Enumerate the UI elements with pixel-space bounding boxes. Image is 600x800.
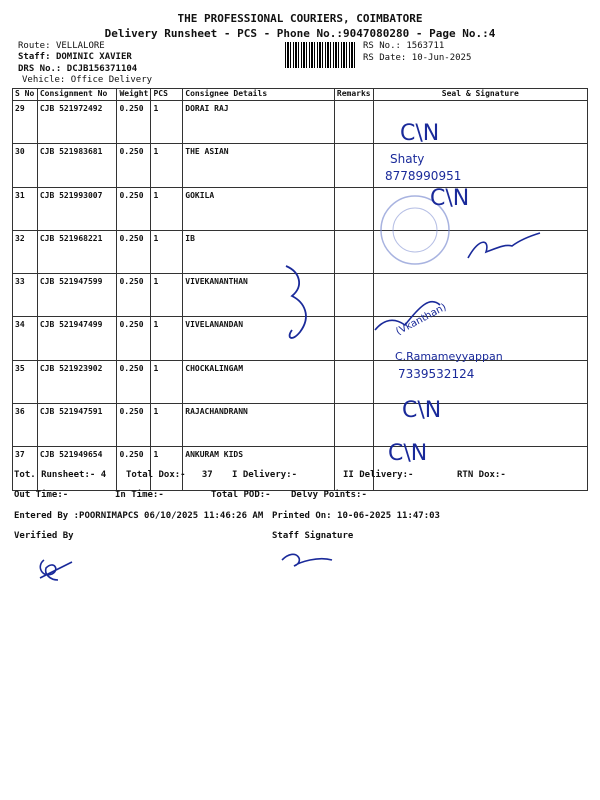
cell-signature (373, 187, 587, 230)
row31-signature: C\N (430, 186, 470, 211)
rs-no-line (363, 41, 444, 51)
cell-pcs: 1 (151, 101, 183, 144)
table-row (13, 144, 588, 187)
cell-remarks (334, 274, 373, 317)
cell-remarks (334, 360, 373, 403)
printed-on: Printed On: 10-06-2025 11:47:03 (272, 511, 440, 521)
table-row (13, 317, 588, 360)
cell-consignment: CJB 521949654 (37, 447, 117, 490)
row35-phone: 7339532124 (398, 367, 475, 381)
row37-signature: C\N (388, 441, 428, 466)
header-consignee: Consignee Details (183, 89, 335, 101)
header-remarks: Remarks (334, 89, 373, 101)
header-weight: Weight (117, 89, 151, 101)
cell-sno: 37 (13, 447, 38, 490)
staff-signature: Staff Signature (272, 531, 354, 541)
rs-date-line (363, 53, 471, 63)
row30-phone: 8778990951 (385, 169, 462, 183)
total-pod: Total POD:- (211, 490, 271, 500)
cell-consignee: IB (183, 230, 335, 273)
cell-pcs: 1 (151, 317, 183, 360)
cell-consignee: RAJACHANDRANN (183, 404, 335, 447)
cell-consignment: CJB 521923902 (37, 360, 117, 403)
cell-weight: 0.250 (117, 101, 151, 144)
table-row (13, 404, 588, 447)
cell-sno: 34 (13, 317, 38, 360)
cell-remarks (334, 447, 373, 490)
cell-weight: 0.250 (117, 404, 151, 447)
cell-consignee: THE ASIAN (183, 144, 335, 187)
cell-sno: 36 (13, 404, 38, 447)
cell-consignment: CJB 521947499 (37, 317, 117, 360)
cell-signature (373, 144, 587, 187)
route-label: Route: (18, 41, 51, 51)
cell-sno: 35 (13, 360, 38, 403)
table-row (13, 360, 588, 403)
i-delivery: I Delivery:- (232, 470, 298, 480)
rs-no-label: RS No.: (363, 41, 401, 51)
drs-label: DRS No.: (18, 64, 62, 74)
rs-no-value: 1563711 (406, 41, 445, 51)
cell-sno: 31 (13, 187, 38, 230)
cell-remarks (334, 144, 373, 187)
cell-pcs: 1 (151, 144, 183, 187)
ii-delivery: II Delivery:- (343, 470, 414, 480)
table-row (13, 230, 588, 273)
cell-consignee: VIVELANANDAN (183, 317, 335, 360)
cell-signature (373, 404, 587, 447)
header-consignment: Consignment No (37, 89, 117, 101)
cell-consignment: CJB 521947599 (37, 274, 117, 317)
route-value: VELLALORE (55, 41, 105, 51)
cell-weight: 0.250 (117, 447, 151, 490)
tot-runsheet: Tot. Runsheet:- 4 (14, 470, 107, 480)
table-row (13, 187, 588, 230)
cell-remarks (334, 317, 373, 360)
rs-date-value: 10-Jun-2025 (411, 53, 472, 63)
cell-consignee: ANKURAM KIDS (183, 447, 335, 490)
staff-line (18, 52, 132, 62)
header-pcs: PCS (151, 89, 183, 101)
rtn-dox: RTN Dox:- (457, 470, 506, 480)
row36-signature: C\N (402, 398, 442, 423)
cell-weight: 0.250 (117, 317, 151, 360)
cell-weight: 0.250 (117, 360, 151, 403)
row35-name: C.Ramameyyappan (395, 350, 503, 363)
cell-consignment: CJB 521947591 (37, 404, 117, 447)
cell-consignment: CJB 521983681 (37, 144, 117, 187)
total-dox: Total Dox:- 37 (126, 470, 213, 480)
verified-by: Verified By (14, 531, 74, 541)
drs-value: DCJB156371104 (66, 64, 138, 74)
table-row (13, 101, 588, 144)
cell-pcs: 1 (151, 187, 183, 230)
cell-signature (373, 360, 587, 403)
cell-consignee: DORAI RAJ (183, 101, 335, 144)
rs-date-label: RS Date: (363, 53, 407, 63)
cell-weight: 0.250 (117, 187, 151, 230)
table-row (13, 447, 588, 490)
vehicle-label: Vehicle: (22, 75, 66, 85)
cell-pcs: 1 (151, 447, 183, 490)
cell-weight: 0.250 (117, 230, 151, 273)
cell-pcs: 1 (151, 230, 183, 273)
drs-line (18, 64, 137, 74)
cell-signature (373, 274, 587, 317)
staff-value: DOMINIC XAVIER (55, 52, 132, 62)
runsheet-table (12, 88, 588, 491)
row34-name: (Vkanthan) (394, 301, 449, 338)
cell-signature (373, 317, 587, 360)
header-sno: S No (13, 89, 38, 101)
cell-pcs: 1 (151, 360, 183, 403)
staff-signature-mark (282, 554, 332, 566)
cell-pcs: 1 (151, 274, 183, 317)
cell-weight: 0.250 (117, 274, 151, 317)
cell-signature (373, 447, 587, 490)
in-time: In Time:- (115, 490, 164, 500)
cell-pcs: 1 (151, 404, 183, 447)
table-row (13, 274, 588, 317)
cell-consignee: GOKILA (183, 187, 335, 230)
verified-by-signature (40, 560, 72, 580)
cell-sno: 33 (13, 274, 38, 317)
cell-sno: 30 (13, 144, 38, 187)
runsheet-subtitle: Delivery Runsheet - PCS - Phone No.:9047080280 - Page No.:4 (104, 27, 496, 40)
route-line (18, 41, 105, 51)
cell-consignment: CJB 521968221 (37, 230, 117, 273)
row30-signature: Shaty (390, 152, 425, 166)
staff-label: Staff: (18, 52, 51, 62)
row29-signature: C\N (400, 121, 440, 146)
cell-consignment: CJB 521993007 (37, 187, 117, 230)
cell-remarks (334, 101, 373, 144)
cell-consignee: VIVEKANANTHAN (183, 274, 335, 317)
cell-consignment: CJB 521972492 (37, 101, 117, 144)
barcode (285, 42, 357, 68)
cell-remarks (334, 230, 373, 273)
cell-sno: 32 (13, 230, 38, 273)
out-time: Out Time:- (14, 490, 69, 500)
table-header-row (13, 89, 588, 101)
cell-signature (373, 230, 587, 273)
cell-remarks (334, 187, 373, 230)
vehicle-line (22, 75, 152, 85)
entered-by: Entered By :POORNIMAPCS 06/10/2025 11:46:26 AM (14, 511, 264, 521)
delvy-points: Delvy Points:- (291, 490, 367, 500)
cell-consignee: CHOCKALINGAM (183, 360, 335, 403)
vehicle-value: Office Delivery (70, 75, 153, 85)
cell-remarks (334, 404, 373, 447)
cell-signature (373, 101, 587, 144)
cell-sno: 29 (13, 101, 38, 144)
header-seal-signature: Seal & Signature (373, 89, 587, 101)
company-title: THE PROFESSIONAL COURIERS, COIMBATORE (177, 12, 423, 25)
cell-weight: 0.250 (117, 144, 151, 187)
